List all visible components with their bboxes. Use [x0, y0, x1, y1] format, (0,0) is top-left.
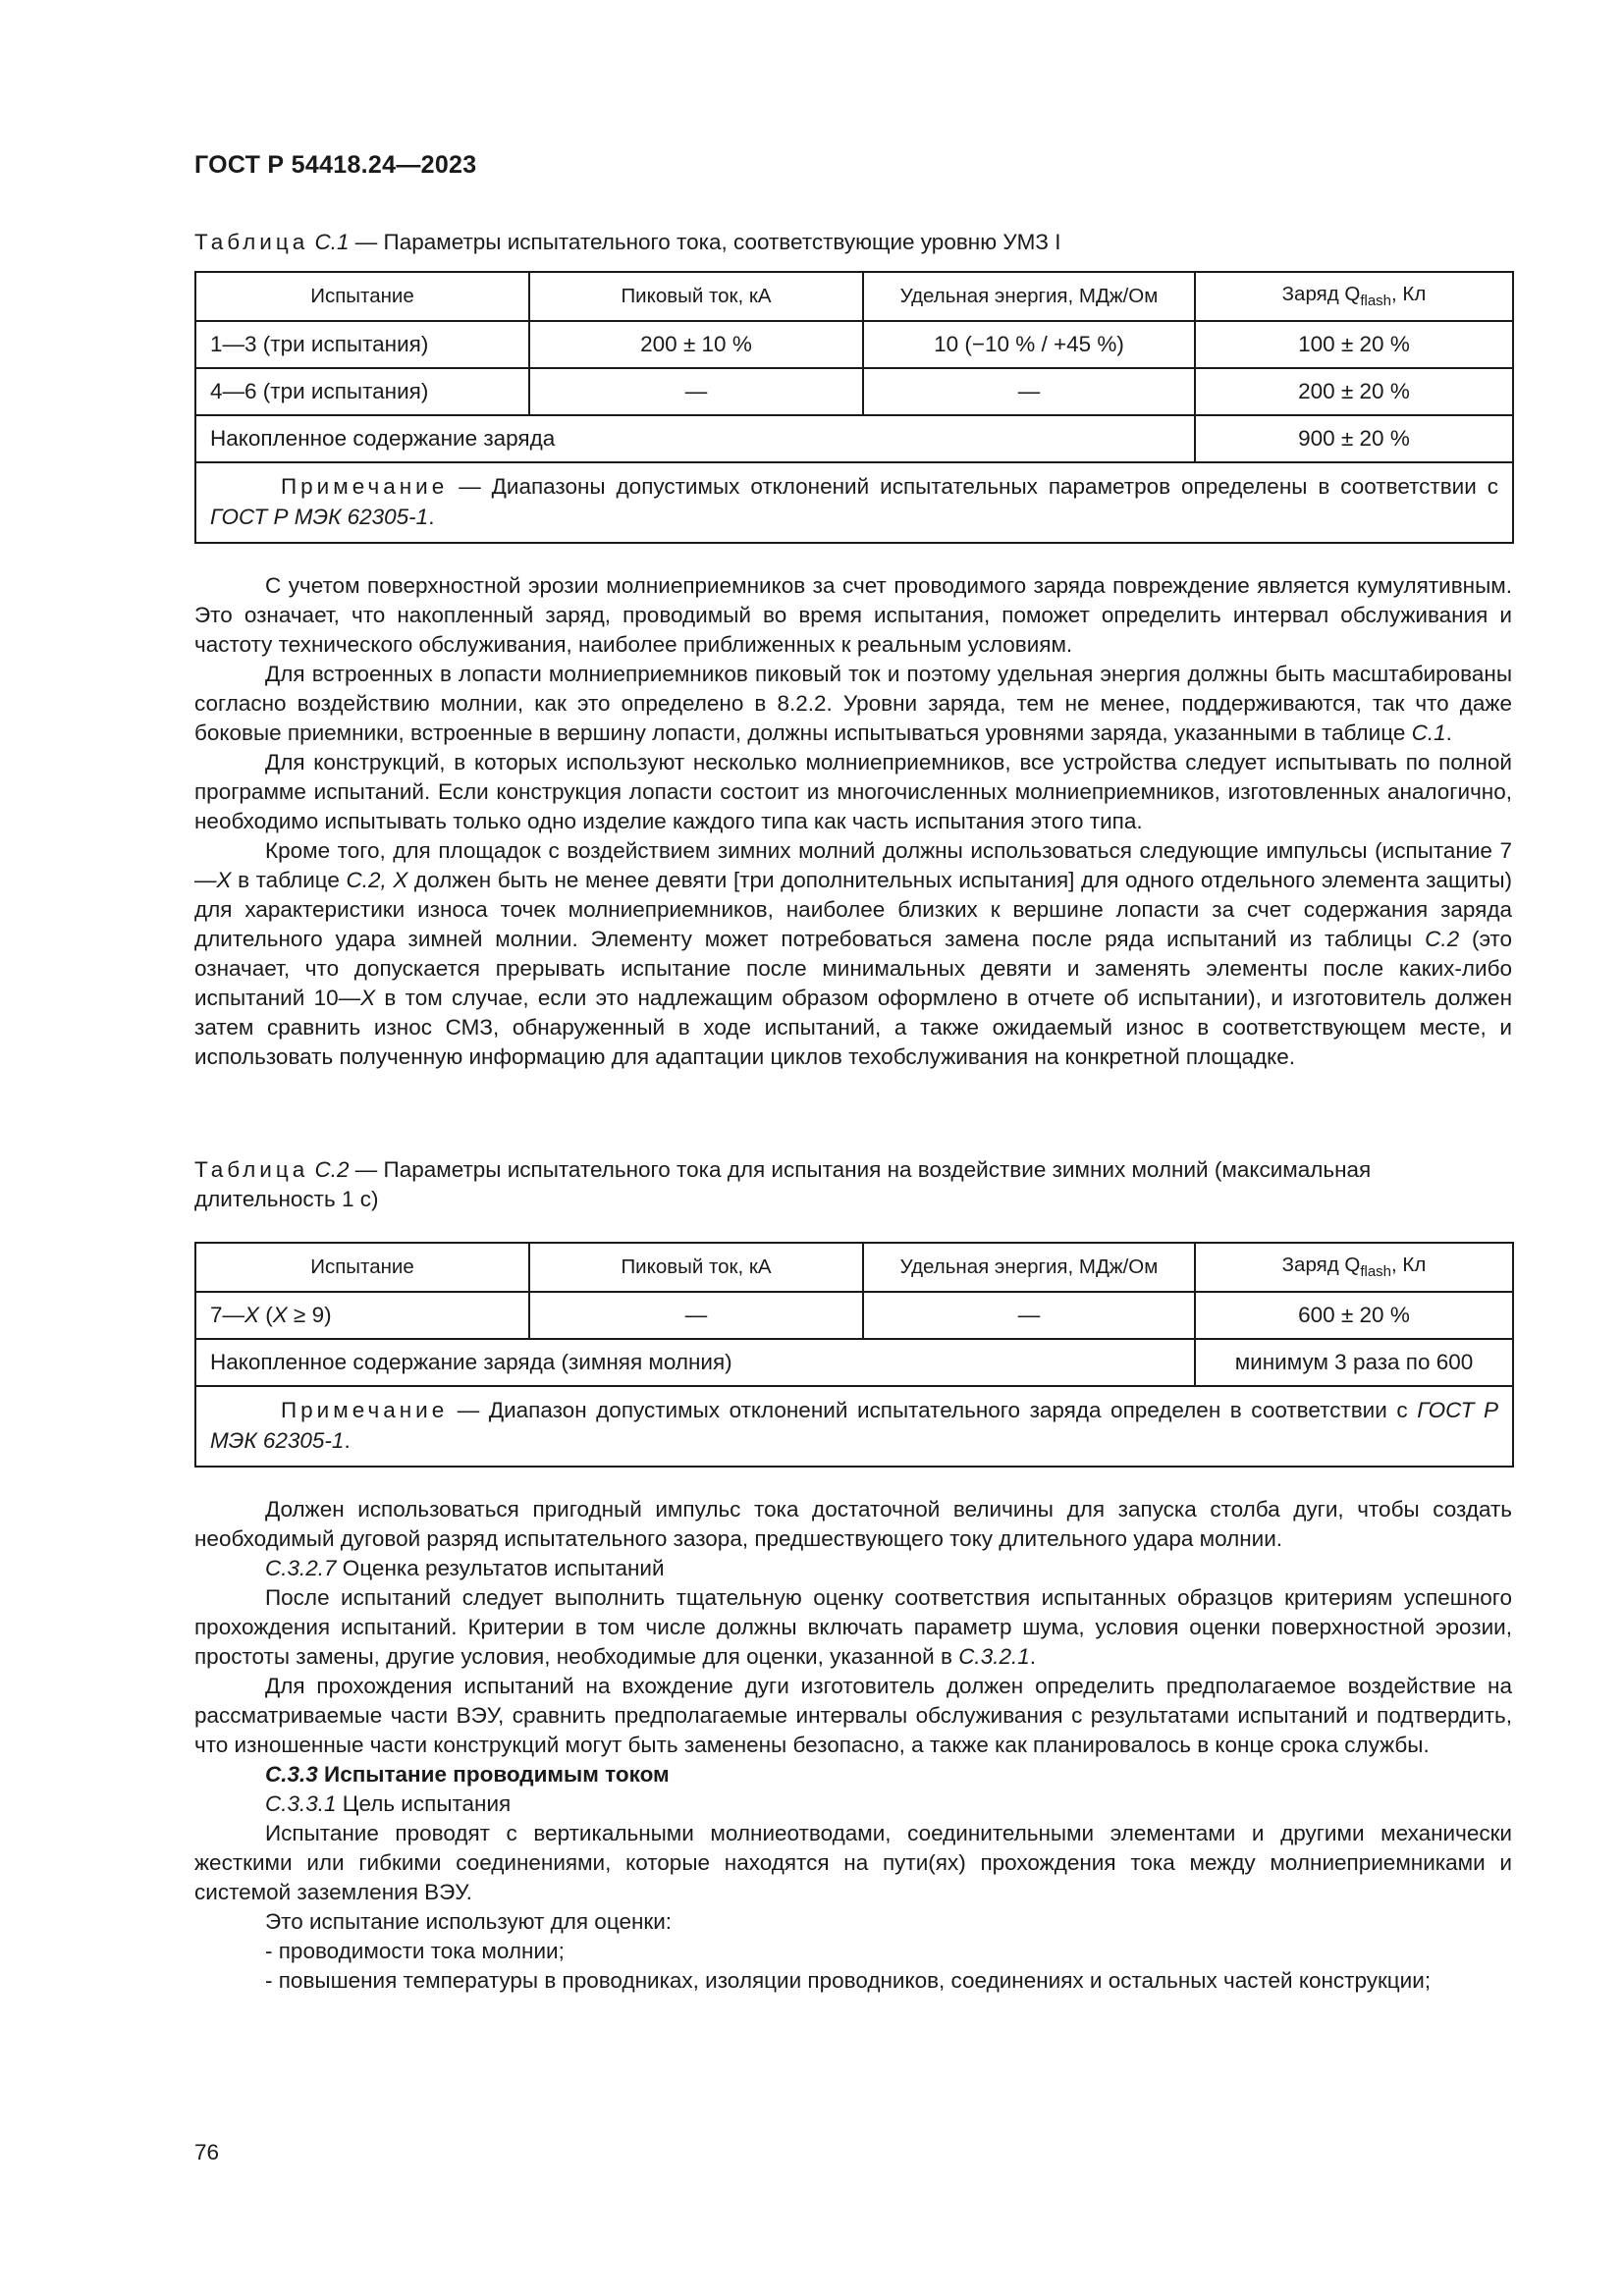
page-number: 76 [194, 2140, 220, 2164]
note-ref: ГОСТ Р МЭК 62305-1 [210, 1398, 1498, 1453]
cell-total-charge: минимум 3 раза по 600 [1195, 1339, 1513, 1386]
table-total-row [195, 1339, 1513, 1386]
header-charge-suffix: , Кл [1391, 1254, 1427, 1277]
table-ref: С.1 [1411, 721, 1446, 745]
cell-total-charge: 900 ± 20 % [1195, 415, 1513, 462]
table-note-row [195, 462, 1513, 543]
table-ref: С.2, X [346, 868, 408, 892]
paragraph-text: Кроме того, для площадок с воздействием зимних молний должны использоваться следующие импульсы (испытание 7— [194, 838, 1512, 892]
cell-charge: 200 ± 20 % [1195, 368, 1513, 415]
header-charge-prefix: Заряд Q [1281, 283, 1361, 306]
paragraph: Для конструкций, в которых используют несколько молниеприемников, все устройства следует испытывать по полной программе испытаний. Если конструкция лопасти состоит из многочисленных молниеприемников, изготовленных аналогично, необходимо испытывать только одно изделие каждого типа как часть испытания этого типа. [194, 750, 1512, 833]
header-peak: Пиковый ток, кА [529, 1243, 863, 1292]
paragraph-text: в том случае, если это надлежащим образом оформлено в отчете об испытании), и изготовитель должен затем сравнить износ СМЗ, обнаруженный в ходе испытаний, а также ожидаемый износ в соответствующем месте, и использовать полученную информацию для адаптации циклов техобслуживания на конкретной площадке. [194, 986, 1512, 1069]
note-text: — Диапазон допустимых отклонений испытательного заряда определен в соответствии с [448, 1398, 1418, 1422]
table-note-row [195, 1386, 1513, 1467]
paragraph-text: После испытаний следует выполнить тщательную оценку соответствия испытанных образцов критериям успешного прохождения испытаний. Критерии в том числе должны включать параметр шума, условия оценки поверхностной эрозии, простоты замены, другие условия, необходимые для оценки, указанной в [194, 1585, 1512, 1669]
header-charge-sub: flash [1360, 1263, 1392, 1281]
variable-x: X [244, 1303, 260, 1327]
table2 [194, 1242, 1514, 1468]
paragraph [194, 1583, 1512, 1672]
section-number: С.3.2.7 [265, 1556, 337, 1580]
body-text-2 [194, 1495, 1512, 1996]
table-header-row [195, 272, 1513, 321]
section-title: Цель испытания [336, 1791, 512, 1816]
cell-total-label: Накопленное содержание заряда (зимняя молния) [195, 1339, 1195, 1386]
cell-peak: — [529, 1292, 863, 1339]
paragraph: Должен использоваться пригодный импульс тока достаточной величины для запуска столба дуги, чтобы создать необходимый дуговой разряд испытательного зазора, предшествующего току длительного удара молнии. [194, 1497, 1512, 1551]
paragraph-text: должен быть не менее девяти [три дополнительных испытания] для одного отдельного элемента защиты) для характеристики износа точек молниеприемников, наиболее близких к вершине лопасти за счет содержания заряда длительного удара зимней молнии. Элементу может потребоваться замена после ряда испытаний из таблицы [194, 868, 1512, 951]
list-item: - повышения температуры в проводниках, изоляции проводников, соединениях и остальных частей конструкции; [265, 1968, 1432, 1993]
note-end: . [344, 1428, 351, 1453]
table-row [195, 368, 1513, 415]
section-heading [194, 1760, 1512, 1789]
table-ref: С.2 [1425, 927, 1460, 951]
section-heading [194, 1554, 1512, 1583]
variable-x: X [360, 986, 376, 1010]
table-row [195, 321, 1513, 368]
cell-energy: — [863, 1292, 1195, 1339]
header-charge [1195, 1243, 1513, 1292]
paragraph: Это испытание используют для оценки: [265, 1909, 673, 1934]
cell-total-label: Накопленное содержание заряда [195, 415, 1195, 462]
table1-caption-ref: С.1 [314, 230, 350, 254]
header-charge [1195, 272, 1513, 321]
section-heading [194, 1789, 1512, 1819]
paragraph [194, 660, 1512, 748]
table2-caption-label: Таблица [194, 1157, 309, 1182]
table2-caption [194, 1155, 1512, 1214]
header-energy: Удельная энергия, МДж/Ом [863, 1243, 1195, 1292]
table2-caption-ref: С.2 [314, 1157, 350, 1182]
table1-caption [194, 228, 1512, 256]
test-number: 7— [210, 1303, 245, 1327]
header-peak: Пиковый ток, кА [529, 272, 863, 321]
table-total-row [195, 415, 1513, 462]
table1 [194, 271, 1514, 544]
header-charge-sub: flash [1360, 293, 1392, 310]
table-row [195, 1292, 1513, 1339]
header-charge-prefix: Заряд Q [1281, 1254, 1361, 1277]
note-end: . [428, 505, 435, 529]
header-test: Испытание [195, 1243, 529, 1292]
header-test: Испытание [195, 272, 529, 321]
section-number: С.3.3.1 [265, 1791, 337, 1816]
cell-test: 1—3 (три испытания) [195, 321, 529, 368]
paragraph-text: (это означает, что допускается прерывать испытание после минимальных девяти и заменять элементы после каких-либо испытаний 10— [194, 927, 1512, 1010]
table1-note [195, 462, 1513, 543]
paragraph: Испытание проводят с вертикальными молниеотводами, соединительными элементами и другими механически жесткими или гибкими соединениями, которые находятся на пути(ях) прохождения тока между молниеприемниками и системой заземления ВЭУ. [194, 1821, 1512, 1904]
cell-test: 4—6 (три испытания) [195, 368, 529, 415]
body-text-1 [194, 571, 1512, 1072]
section-title: Оценка результатов испытаний [336, 1556, 665, 1580]
cell-peak: — [529, 368, 863, 415]
table2-note [195, 1386, 1513, 1467]
cell-peak: 200 ± 10 % [529, 321, 863, 368]
table-header-row [195, 1243, 1513, 1292]
paragraph-text: Для встроенных в лопасти молниеприемников пиковый ток и поэтому удельная энергия должны быть масштабированы согласно воздействию молнии, как это определено в 8.2.2. Уровни заряда, тем не менее, поддерживаются, так что даже боковые приемники, встроенные в вершину лопасти, должны испытываться уровнями заряда, указанными в таблице [194, 662, 1512, 745]
note-ref: ГОСТ Р МЭК 62305-1 [210, 505, 429, 529]
section-number: С.3.3 [265, 1762, 318, 1787]
cell-energy: — [863, 368, 1195, 415]
paragraph-text: в таблице [231, 868, 347, 892]
variable-x: X [216, 868, 232, 892]
header-charge-suffix: , Кл [1391, 283, 1427, 306]
list-item: - проводимости тока молнии; [265, 1939, 565, 1963]
section-title: Испытание проводимым током [317, 1762, 670, 1787]
table1-caption-text: — Параметры испытательного тока, соответствующие уровню УМЗ I [349, 230, 1061, 254]
header-energy: Удельная энергия, МДж/Ом [863, 272, 1195, 321]
note-label: Примечание [281, 1398, 449, 1422]
table1-caption-label: Таблица [194, 230, 309, 254]
document-header: ГОСТ Р 54418.24—2023 [194, 151, 477, 179]
paragraph [194, 836, 1512, 1072]
cell-charge: 100 ± 20 % [1195, 321, 1513, 368]
paragraph-end: . [1029, 1644, 1036, 1669]
note-label: Примечание [281, 474, 449, 499]
variable-x: X [272, 1303, 288, 1327]
paragraph-end: . [1445, 721, 1452, 745]
note-text: — Диапазоны допустимых отклонений испытательных параметров определены в соответствии с [448, 474, 1498, 499]
section-ref: С.3.2.1 [958, 1644, 1030, 1669]
test-paren: ( [259, 1303, 273, 1327]
cell-charge: 600 ± 20 % [1195, 1292, 1513, 1339]
table2-caption-text: — Параметры испытательного тока для испытания на воздействие зимних молний (максимальная длительность 1 с) [194, 1157, 1372, 1211]
paragraph: Для прохождения испытаний на вхождение дуги изготовитель должен определить предполагаемое воздействие на рассматриваемые части ВЭУ, сравнить предполагаемые интервалы обслуживания с результатами испытаний и подтвердить, что изношенные части конструкций могут быть заменены безопасно, а также как планировалось в конце срока службы. [194, 1674, 1512, 1757]
cell-test [195, 1292, 529, 1339]
paragraph: С учетом поверхностной эрозии молниеприемников за счет проводимого заряда повреждение является кумулятивным. Это означает, что накопленный заряд, проводимый во время испытания, поможет определить интервал обслуживания и частоту технического обслуживания, наиболее приближенных к реальным условиям. [194, 573, 1512, 657]
cell-energy: 10 (−10 % / +45 %) [863, 321, 1195, 368]
test-condition: ≥ 9) [287, 1303, 332, 1327]
